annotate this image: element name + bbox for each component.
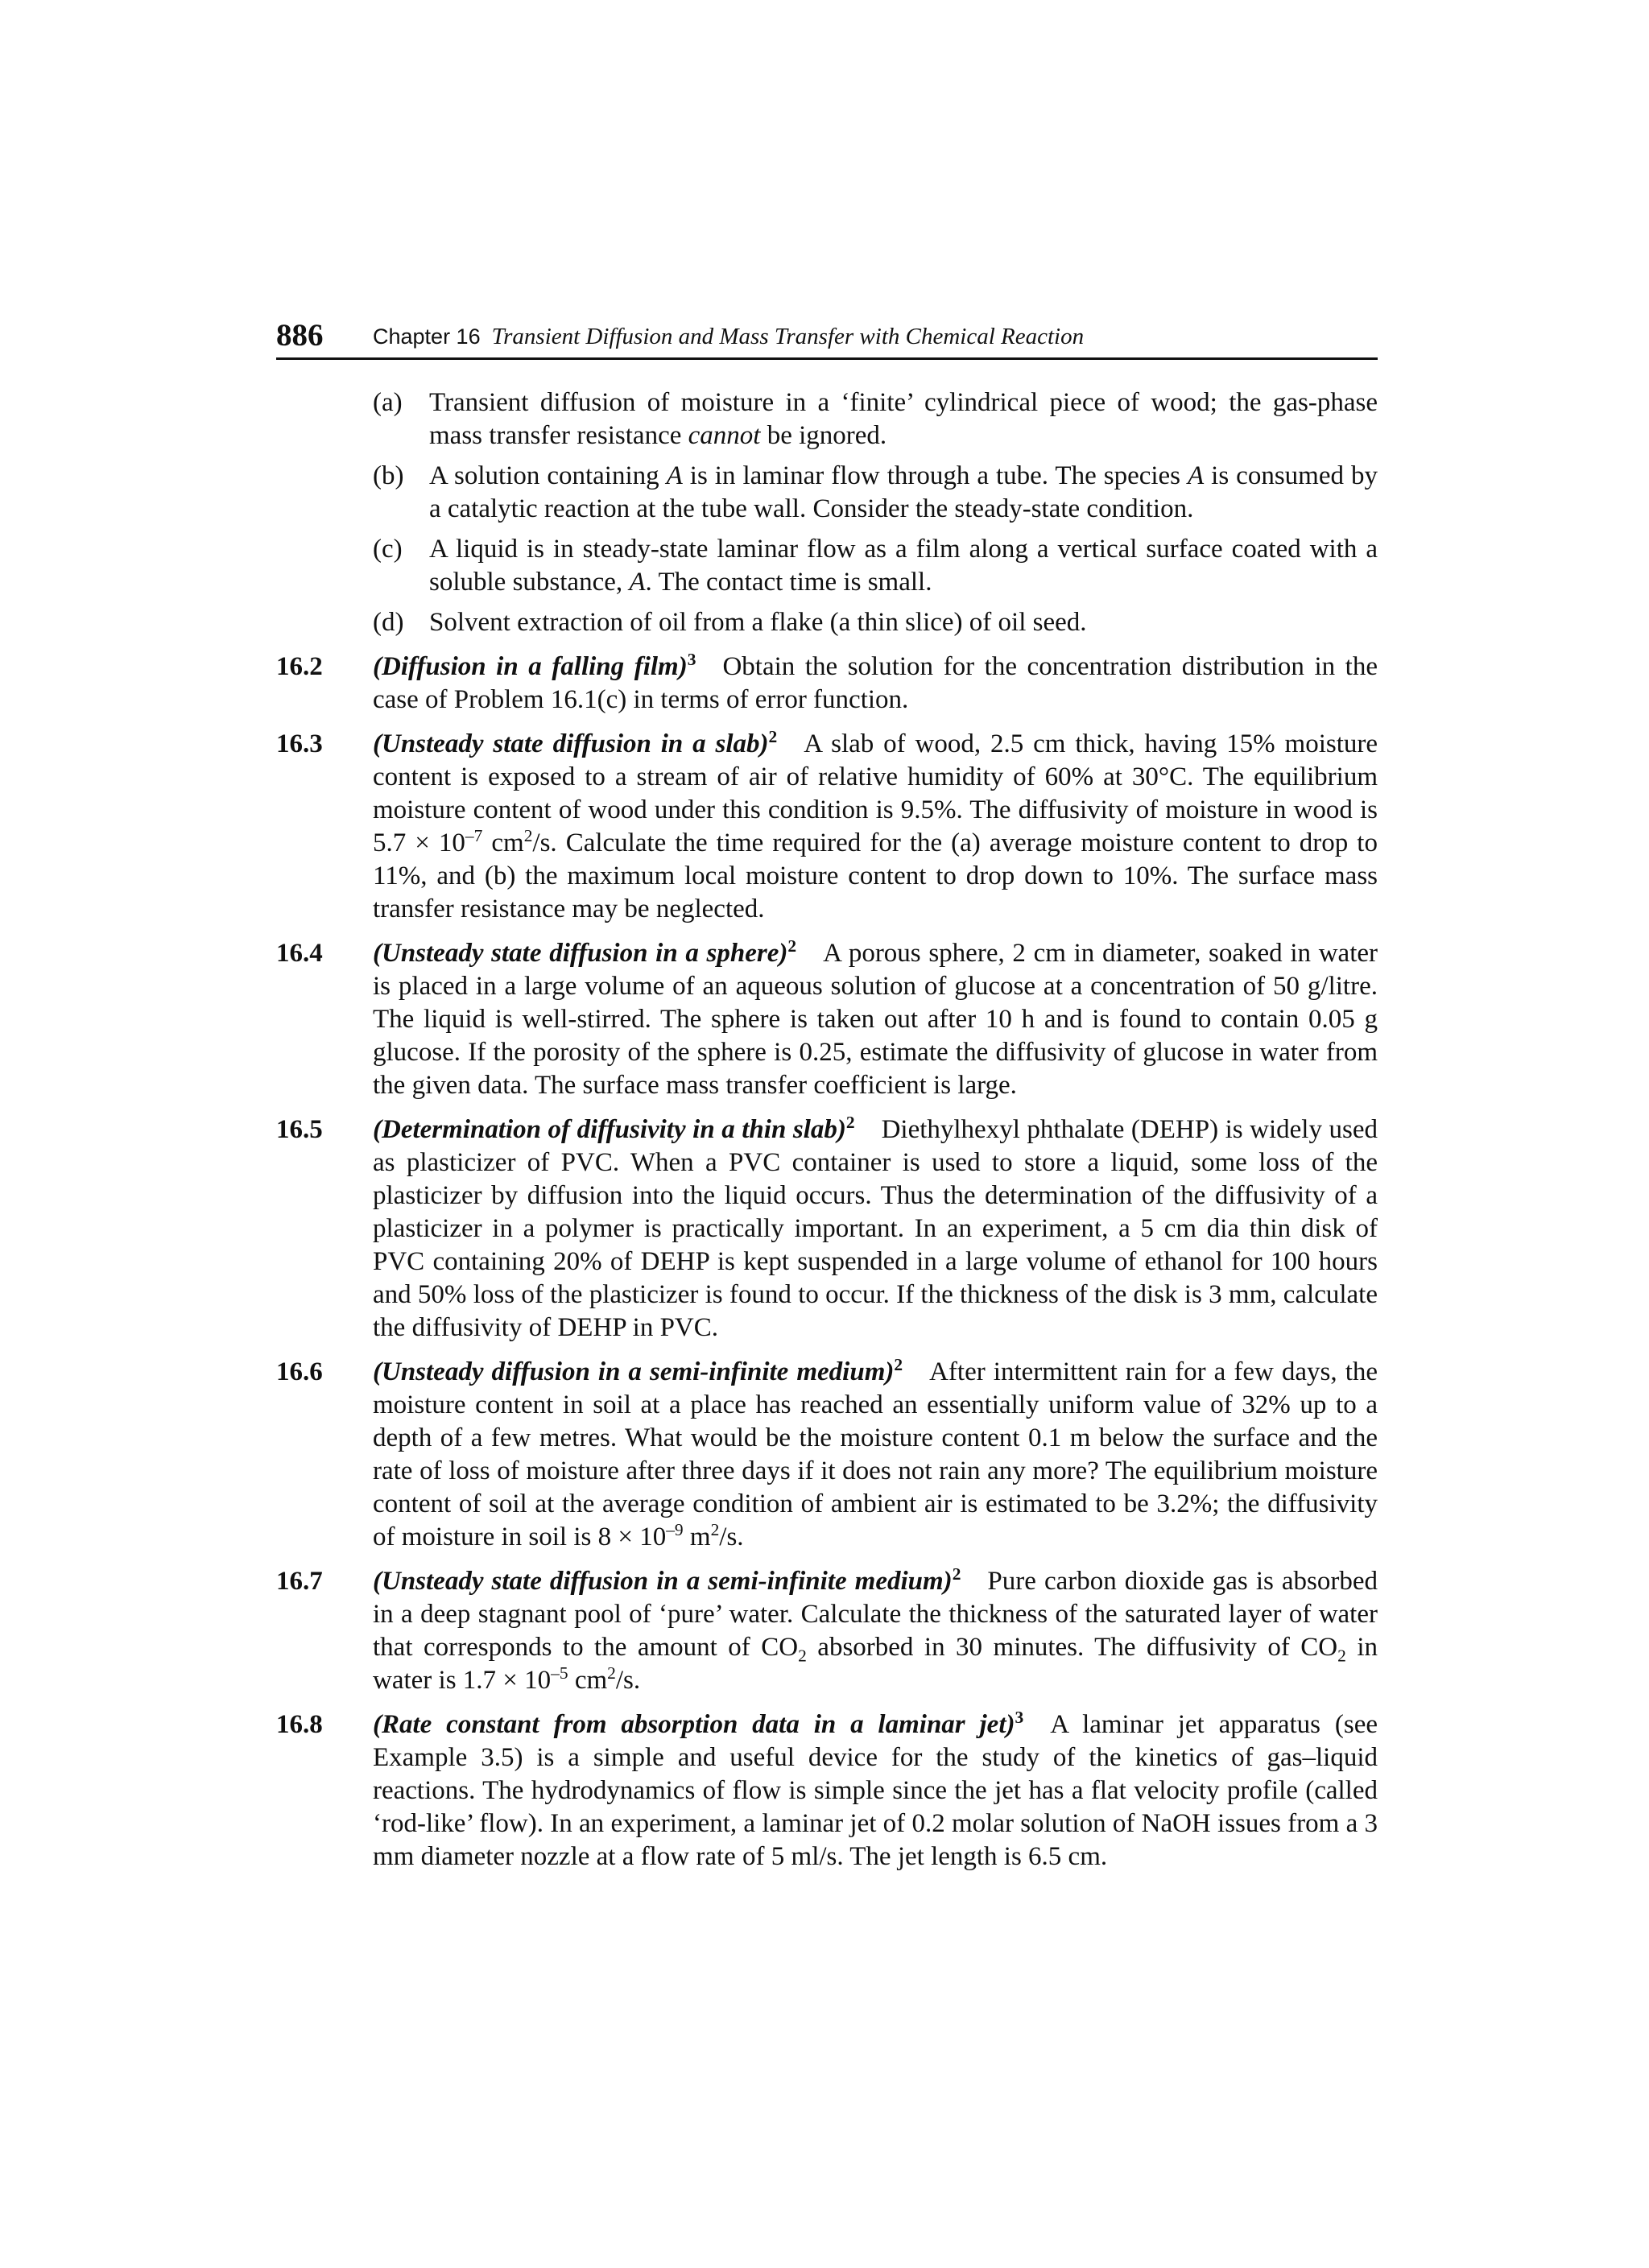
problem-item [276,651,1378,717]
difficulty-level: 2 [894,1355,903,1374]
problem-item [276,937,1378,1102]
problem-title: (Unsteady diffusion in a semi-infinite medium) [373,1357,895,1386]
text-segment: A slab of wood, 2.5 cm thick, having 15% moisture content is exposed to a stream of air of relative humidity of 60% at 30°C. The equilibrium moisture content of wood under this condition is 9.5%. The diffusivity of moisture in wood is 5.7 × 10 [373,729,1378,857]
text-segment: 2 [798,1646,807,1666]
difficulty-level: 2 [845,1113,855,1132]
problem-number: 16.2 [276,652,323,681]
subitem [276,460,1378,526]
text-segment: 2 [710,1520,720,1539]
text-segment: 2 [607,1663,616,1683]
text-segment: . The contact time is small. [645,568,932,597]
text-segment: /s. [615,1666,641,1695]
subitem [276,533,1378,599]
text-segment: be ignored. [760,421,887,450]
problem-number: 16.3 [276,729,323,758]
text-segment: Diethylhexyl phthalate (DEHP) is widely used as plasticizer of PVC. When a PVC container is used to store a liquid, some loss of the plasticizer by diffusion into the liquid occurs. Thus the determination of the diffusivity of a plasticizer in a polymer is practically important. In an experiment, a 5 cm dia thin disk of PVC containing 20% of DEHP is kept suspended in a large volume of ethanol for 100 hours and 50% loss of the plasticizer is found to occur. If the thickness of the disk is 3 mm, calculate the diffusivity of DEHP in PVC. [373,1115,1378,1342]
text-segment: A [629,568,646,597]
running-head [373,324,1084,350]
problem-title: (Diffusion in a falling film) [373,652,688,681]
problem-text [373,729,1378,923]
problem-number: 16.6 [276,1357,323,1386]
text-segment: A liquid is in steady-state laminar flow as a film along a vertical surface coated with a soluble substance, [429,535,1378,597]
subitem-text [429,608,1087,637]
text-segment: A [1188,461,1205,490]
text-segment: Solvent extraction of oil from a flake (a thin slice) of oil seed. [429,608,1087,637]
text-segment: 2 [1337,1646,1346,1666]
difficulty-level: 2 [787,936,797,956]
problem-16-1-subitems [276,386,1378,639]
problem-item [276,1708,1378,1873]
text-segment: A [666,461,683,490]
problem-list [276,651,1378,1873]
chapter-label: Chapter 16 [373,324,481,349]
problem-text [373,1115,1378,1342]
difficulty-level: 3 [1015,1708,1024,1727]
page-number: 886 [276,318,324,353]
text-segment: cm [482,828,524,857]
text-segment: –5 [551,1663,568,1683]
problem-item [276,1113,1378,1345]
text-segment: 2 [523,826,533,845]
text-segment: After intermittent rain for a few days, the moisture content in soil at a place has reached an essentially uniform value of 32% up to a depth of a few metres. What would be the moisture content 0.1 m below the surface and the rate of loss of moisture after three days if it does not rain any more? The equilibrium moisture content of soil at the average condition of ambient air is estimated to be 3.2%; the diffusivity of moisture in soil is 8 × 10 [373,1357,1378,1551]
problem-title: (Rate constant from absorption data in a laminar jet) [373,1710,1015,1739]
problem-title: (Unsteady state diffusion in a sphere) [373,939,788,968]
problem-title: (Unsteady state diffusion in a semi-infinite medium) [373,1567,953,1596]
text-segment: Transient diffusion of moisture in a ‘finite’ cylindrical piece of wood; the gas-phase mass transfer resistance [429,388,1378,450]
subitem-text [429,535,1378,597]
problem-number: 16.4 [276,939,323,968]
text-segment: is in laminar flow through a tube. The species [682,461,1188,490]
difficulty-level: 2 [952,1564,961,1584]
text-segment: cm [568,1666,608,1695]
difficulty-level: 3 [687,650,696,669]
subitem-label: (a) [373,388,403,417]
problem-item [276,1565,1378,1697]
problem-title: (Determination of diffusivity in a thin slab) [373,1115,846,1144]
subitem-label: (d) [373,608,404,637]
chapter-title: Transient Diffusion and Mass Transfer with Chemical Reaction [491,324,1085,349]
subitem-text [429,388,1378,450]
problem-number: 16.8 [276,1710,323,1739]
text-segment: A laminar jet apparatus (see Example 3.5) is a simple and useful device for the study of the kinetics of gas–liquid reactions. The hydrodynamics of flow is simple since the jet has a flat velocity profile (called ‘rod-like’ flow). In an experiment, a laminar jet of 0.2 molar solution of NaOH issues from a 3 mm diameter nozzle at a flow rate of 5 ml/s. The jet length is 6.5 cm. [373,1710,1378,1871]
problem-number: 16.7 [276,1567,323,1596]
problem-item [276,1356,1378,1554]
text-segment: Pure carbon dioxide gas is absorbed in a deep stagnant pool of ‘pure’ water. Calculate the thickness of the saturated layer of water that corresponds to the amount of CO [373,1567,1378,1662]
subitem-label: (b) [373,461,404,490]
text-segment: Obtain the solution for the concentration distribution in the case of Problem 16.1(c) in terms of error function. [373,652,1378,714]
text-segment: is consumed by a catalytic reaction at the tube wall. Consider the steady-state condition. [429,461,1378,523]
text-segment: in water is 1.7 × 10 [373,1633,1378,1695]
text-segment: absorbed in 30 minutes. The diffusivity of CO [806,1633,1338,1662]
subitem [276,606,1378,639]
text-segment: m [683,1522,711,1551]
text-segment: –9 [666,1520,684,1539]
subitem-text [429,461,1378,523]
problem-text [373,1357,1378,1551]
page-header [276,317,1378,360]
text-segment: /s. Calculate the time required for the (a) average moisture content to drop to 11%, and (b) the maximum local moisture content to drop down to 10%. The surface mass transfer resistance may be neglected. [373,828,1378,923]
problem-item [276,728,1378,926]
subitem [276,386,1378,452]
text-segment: /s. [719,1522,744,1551]
subitem-label: (c) [373,535,403,564]
text-segment: cannot [688,421,761,450]
text-segment: A porous sphere, 2 cm in diameter, soaked in water is placed in a large volume of an aqueous solution of glucose at a concentration of 50 g/litre. The liquid is well-stirred. The sphere is taken out after 10 h and is found to contain 0.05 g glucose. If the porosity of the sphere is 0.25, estimate the diffusivity of glucose in water from the given data. The surface mass transfer coefficient is large. [373,939,1378,1100]
text-segment: A solution containing [429,461,667,490]
problem-title: (Unsteady state diffusion in a slab) [373,729,769,758]
page-body [276,386,1378,1873]
text-segment: –7 [465,826,483,845]
difficulty-level: 2 [768,727,778,746]
problem-number: 16.5 [276,1115,323,1144]
